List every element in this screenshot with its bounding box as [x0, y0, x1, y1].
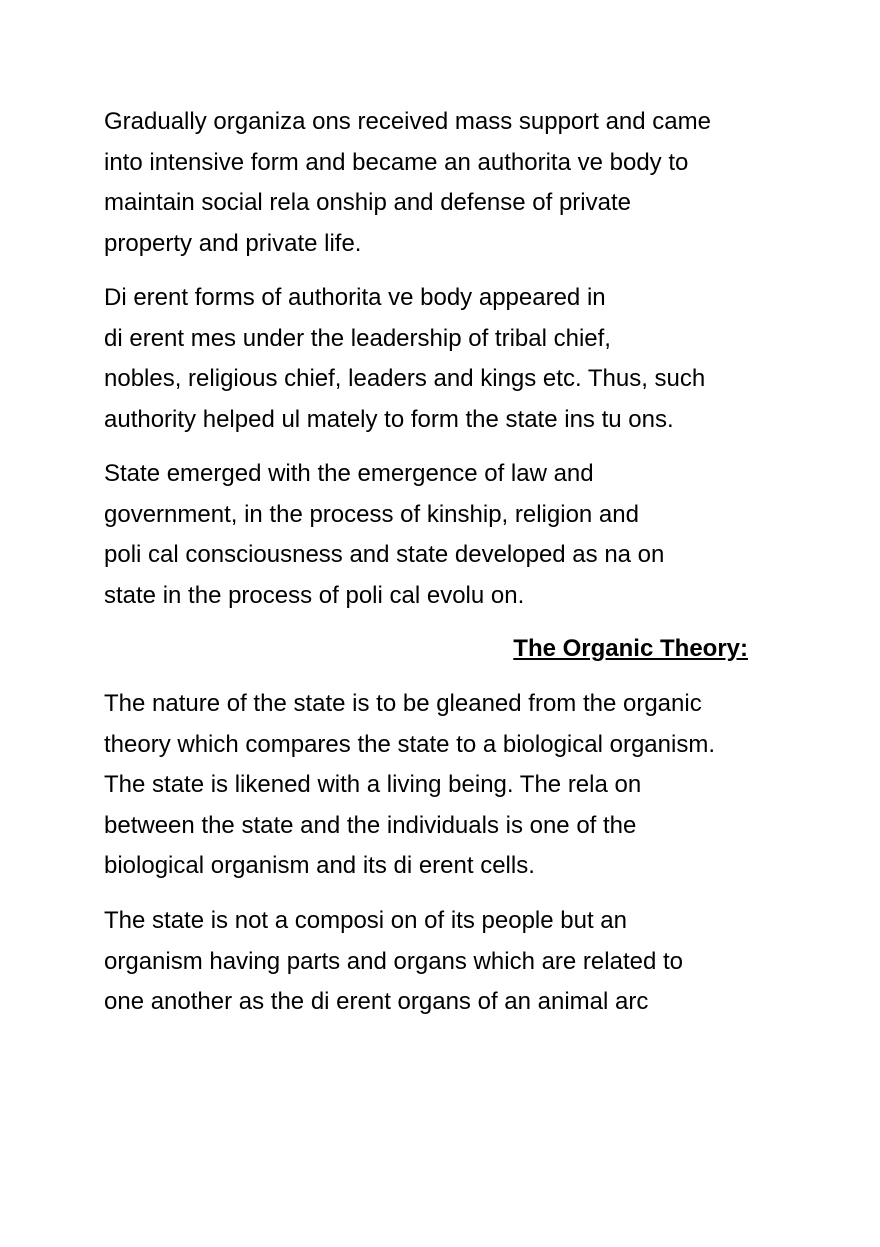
paragraph-line: state in the process of poli cal evolu on.: [104, 581, 525, 609]
paragraph-line: government, in the process of kinship, religion and: [104, 500, 639, 528]
section-heading-organic-theory: The Organic Theory:: [513, 635, 748, 662]
paragraph-line: The nature of the state is to be gleaned from the organic: [104, 690, 702, 717]
paragraph-line: The state is likened with a living being. The rela on: [104, 771, 642, 798]
paragraph-gradual-organizations: [104, 102, 711, 264]
paragraph-nature-of-state: [104, 684, 715, 887]
paragraph-state-composition: [104, 901, 683, 1023]
paragraph-line: biological organism and its di erent cells.: [104, 852, 535, 879]
paragraph-line: between the state and the individuals is one of the: [104, 811, 637, 839]
paragraph-line: State emerged with the emergence of law and: [104, 460, 594, 487]
paragraph-line: theory which compares the state to a biological organism.: [104, 730, 715, 758]
paragraph-line: one another as the di erent organs of an animal arc: [104, 988, 649, 1015]
paragraph-line: Gradually organiza ons received mass support and came: [104, 108, 711, 135]
paragraph-line: nobles, religious chief, leaders and kings etc. Thus, such: [104, 365, 706, 392]
paragraph-line: di erent mes under the leadership of tribal chief,: [104, 324, 611, 352]
paragraph-state-emerged: [104, 454, 664, 616]
paragraph-line: organism having parts and organs which are related to: [104, 947, 683, 975]
paragraph-authoritative-body: [104, 278, 705, 440]
paragraph-line: authority helped ul mately to form the state ins tu ons.: [104, 405, 674, 433]
paragraph-line: Di erent forms of authorita ve body appeared in: [104, 284, 606, 311]
paragraph-line: into intensive form and became an authorita ve body to: [104, 148, 689, 176]
paragraph-line: poli cal consciousness and state developed as na on: [104, 541, 665, 568]
paragraph-line: maintain social rela onship and defense of private: [104, 189, 631, 216]
paragraph-line: The state is not a composi on of its people but an: [104, 907, 627, 934]
paragraph-line: property and private life.: [104, 229, 362, 257]
